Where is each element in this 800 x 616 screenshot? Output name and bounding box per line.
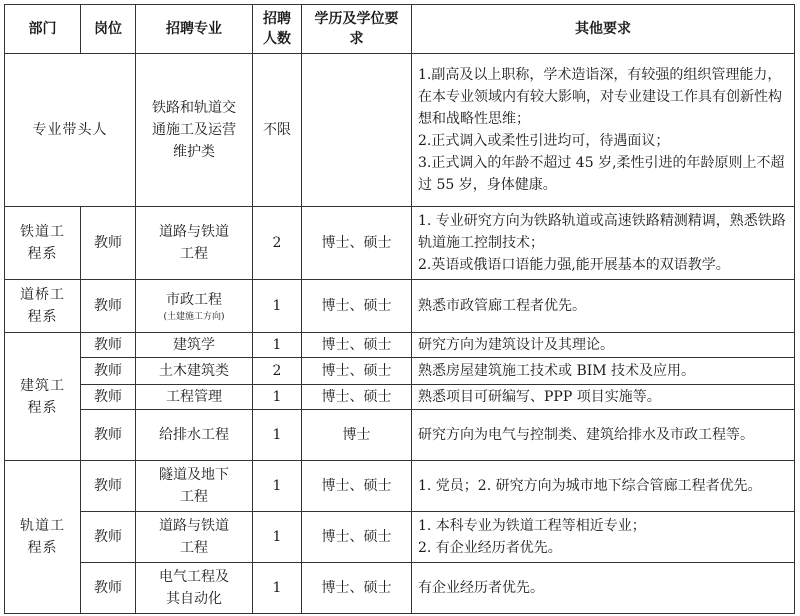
other-line: 1. 党员；2. 研究方向为城市地下综合管廊工程者优先。 <box>418 478 762 494</box>
post-cell: 教师 <box>81 461 136 512</box>
major-note: (土建施工方向) <box>163 312 225 322</box>
post-cell: 教师 <box>81 563 136 614</box>
other-line: 熟悉市政管廊工程者优先。 <box>418 298 586 314</box>
major-cell: 建筑学 <box>136 333 253 358</box>
degree-cell: 博士、硕士 <box>302 385 412 410</box>
post-cell: 教师 <box>81 358 136 385</box>
count-cell: 1 <box>253 563 302 614</box>
major-cell: 道路与铁道工程 <box>136 512 253 563</box>
table-row <box>5 385 795 410</box>
other-line: 2. 有企业经历者优先。 <box>418 540 562 556</box>
degree-cell: 博士、硕士 <box>302 358 412 385</box>
major-cell: 工程管理 <box>136 385 253 410</box>
dept-cell: 轨道工程系 <box>5 461 81 614</box>
table-row <box>5 461 795 512</box>
degree-cell: 博士、硕士 <box>302 563 412 614</box>
post-cell: 教师 <box>81 333 136 358</box>
dept-cell: 专业带头人 <box>5 54 136 207</box>
degree-cell: 博士、硕士 <box>302 461 412 512</box>
post-cell: 教师 <box>81 207 136 280</box>
other-line: 1. 专业研究方向为铁路轨道或高速铁路精测精调，熟悉铁路轨道施工控制技术； <box>418 213 786 251</box>
major-cell: 隧道及地下工程 <box>136 461 253 512</box>
major-cell: 道路与铁道工程 <box>136 207 253 280</box>
post-cell: 教师 <box>81 385 136 410</box>
header-other: 其他要求 <box>412 5 795 54</box>
other-cell <box>412 207 795 280</box>
table-row <box>5 358 795 385</box>
count-cell: 1 <box>253 280 302 333</box>
post-cell: 教师 <box>81 512 136 563</box>
other-line: 2.正式调入或柔性引进均可，待遇面议； <box>418 133 670 149</box>
count-cell: 1 <box>253 512 302 563</box>
dept-cell: 铁道工程系 <box>5 207 81 280</box>
other-line: 研究方向为建筑设计及其理论。 <box>418 337 614 353</box>
degree-cell: 博士、硕士 <box>302 333 412 358</box>
table-row <box>5 207 795 280</box>
table-row <box>5 280 795 333</box>
other-cell <box>412 333 795 358</box>
header-post: 岗位 <box>81 5 136 54</box>
dept-cell: 建筑工程系 <box>5 333 81 461</box>
other-line: 3.正式调入的年龄不超过 45 岁,柔性引进的年龄原则上不超过 55 岁，身体健康。 <box>418 155 785 193</box>
recruitment-table <box>4 4 795 614</box>
other-line: 1.副高及以上职称，学术造诣深，有较强的组织管理能力，在本专业领域内有较大影响，对专业建设工作具有创新性构想和战略性思维； <box>418 67 782 127</box>
other-line: 1. 本科专业为铁道工程等相近专业； <box>418 518 646 534</box>
other-cell <box>412 54 795 207</box>
header-major: 招聘专业 <box>136 5 253 54</box>
table-row <box>5 512 795 563</box>
other-cell <box>412 461 795 512</box>
degree-cell: 博士、硕士 <box>302 280 412 333</box>
count-cell: 2 <box>253 207 302 280</box>
dept-cell: 道桥工程系 <box>5 280 81 333</box>
degree-cell: 博士、硕士 <box>302 207 412 280</box>
other-cell <box>412 563 795 614</box>
major-name: 市政工程 <box>166 292 222 308</box>
count-cell: 2 <box>253 358 302 385</box>
major-cell: 给排水工程 <box>136 410 253 461</box>
other-line: 有企业经历者优先。 <box>418 580 544 596</box>
count-cell: 1 <box>253 461 302 512</box>
other-cell <box>412 410 795 461</box>
major-cell: 电气工程及其自动化 <box>136 563 253 614</box>
major-cell <box>136 280 253 333</box>
count-cell: 1 <box>253 333 302 358</box>
table-row <box>5 410 795 461</box>
header-degree: 学历及学位要求 <box>302 5 412 54</box>
other-line: 2.英语或俄语口语能力强,能开展基本的双语教学。 <box>418 257 730 273</box>
other-cell <box>412 280 795 333</box>
degree-cell: 博士 <box>302 410 412 461</box>
degree-cell: 博士、硕士 <box>302 512 412 563</box>
post-cell: 教师 <box>81 280 136 333</box>
count-cell: 1 <box>253 385 302 410</box>
post-cell: 教师 <box>81 410 136 461</box>
other-line: 研究方向为电气与控制类、建筑给排水及市政工程等。 <box>418 427 754 443</box>
other-line: 熟悉项目可研编写、PPP 项目实施等。 <box>418 389 661 405</box>
header-dept: 部门 <box>5 5 81 54</box>
degree-cell <box>302 54 412 207</box>
table-row <box>5 563 795 614</box>
other-cell <box>412 385 795 410</box>
table-row <box>5 54 795 207</box>
header-count: 招聘人数 <box>253 5 302 54</box>
header-row <box>5 5 795 54</box>
count-cell: 不限 <box>253 54 302 207</box>
major-cell: 铁路和轨道交通施工及运营维护类 <box>136 54 253 207</box>
table-row <box>5 333 795 358</box>
other-line: 熟悉房屋建筑施工技术或 BIM 技术及应用。 <box>418 363 696 379</box>
other-cell <box>412 512 795 563</box>
other-cell <box>412 358 795 385</box>
major-cell: 土木建筑类 <box>136 358 253 385</box>
count-cell: 1 <box>253 410 302 461</box>
